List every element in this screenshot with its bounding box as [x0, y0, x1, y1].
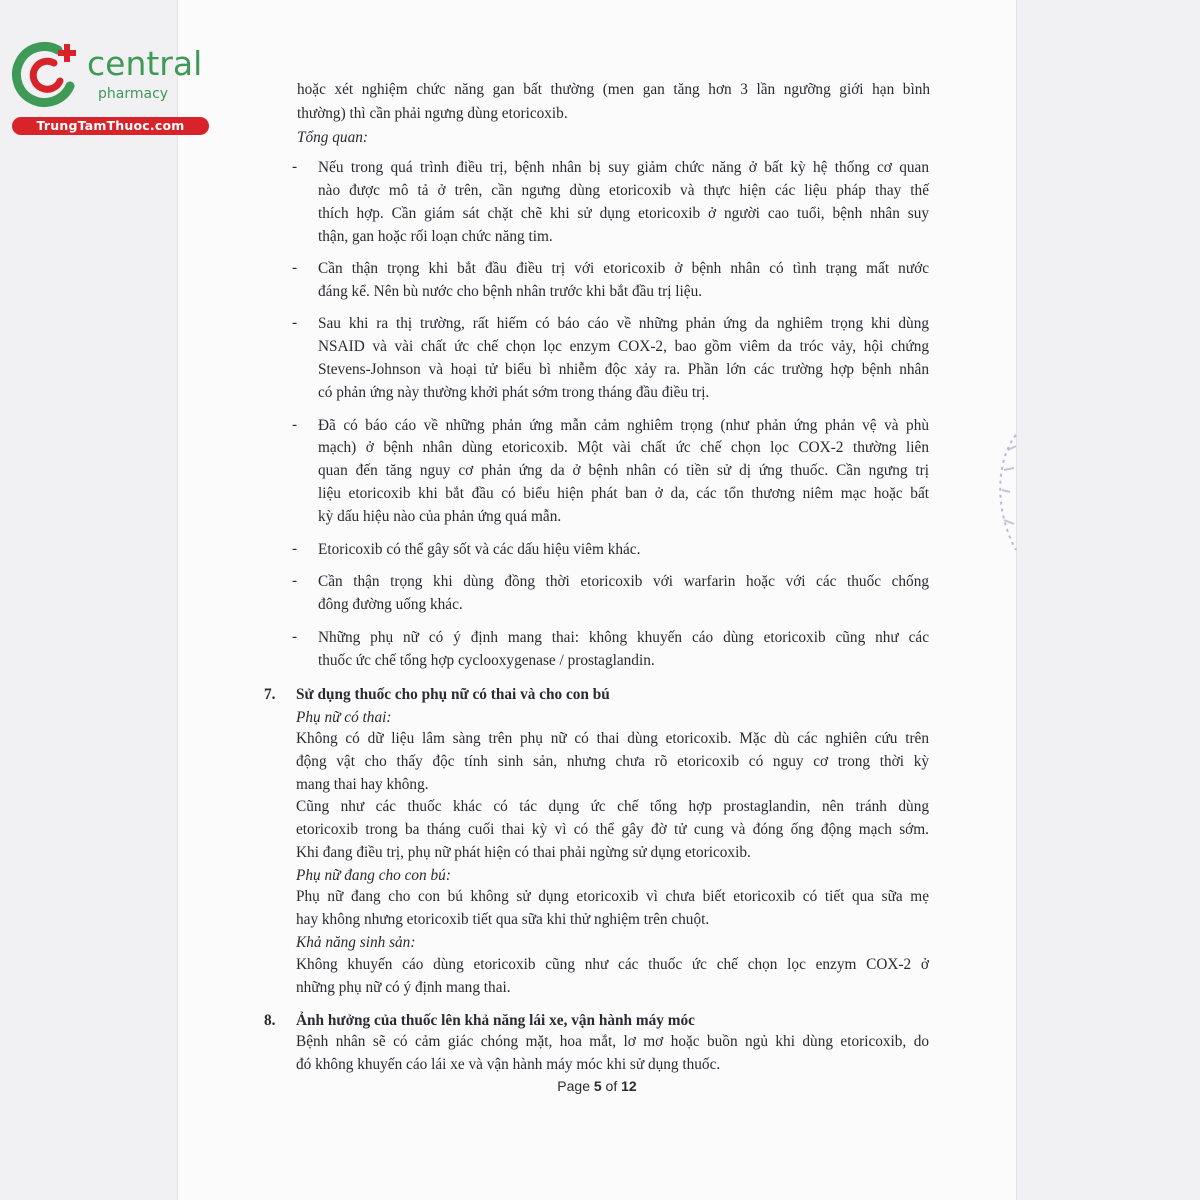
- page-footer: [0, 1078, 1194, 1094]
- fertility-label: Khả năng sinh sản:: [296, 934, 416, 951]
- logo-sub-text: pharmacy: [98, 86, 169, 102]
- pregnant-line: động vật cho thấy độc tính sinh sản, nhưng chưa rõ etoricoxib có nguy cơ trong thời kỳ: [296, 753, 929, 770]
- bullet-line: NSAID và vài chất ức chế chọn lọc enzym COX-2, bao gồm viêm da tróc vảy, hội chứng: [318, 338, 929, 355]
- bullet-line: Cần thận trọng khi bắt đầu điều trị với etoricoxib ở bệnh nhân có tình trạng mất nước: [318, 260, 929, 277]
- bullet-dash: -: [292, 259, 298, 276]
- bullet-line: quan đến tăng nguy cơ phản ứng da ở bệnh nhân có tiền sử dị ứng thuốc. Cần ngưng trị: [318, 462, 929, 479]
- bullet-line: liệu etoricoxib khi bắt đầu có biểu hiện phát ban ở da, các tổn thương niêm mạc hoặc bất: [318, 485, 929, 502]
- pregnant-label: Phụ nữ có thai:: [296, 709, 392, 726]
- bullet-line: đông đường uống khác.: [318, 596, 463, 613]
- bullet-line: đáng kể. Nên bù nước cho bệnh nhân trước khi bắt đầu trị liệu.: [318, 283, 703, 300]
- section-8-number: 8.: [264, 1012, 276, 1029]
- intro-line: hoặc xét nghiệm chức năng gan bất thường (men gan tăng hơn 3 lần ngưỡng giới hạn bình: [297, 81, 930, 98]
- bullet-line: Stevens-Johnson và hoại tử biểu bì nhiễm độc xảy ra. Phần lớn các trường hợp bệnh nhân: [318, 361, 929, 378]
- bullet-line: Sau khi ra thị trường, rất hiếm có báo cáo về những phản ứng da nghiêm trọng khi dùng: [318, 315, 929, 332]
- bullet-line: Những phụ nữ có ý định mang thai: không khuyến cáo dùng etoricoxib cũng như các: [318, 629, 929, 646]
- bullet-line: mạch) ở bệnh nhân dùng etoricoxib. Một vài chất ức chế chọn lọc COX-2 thường liên: [318, 439, 929, 456]
- section-8-line: Bệnh nhân sẽ có cảm giác chóng mặt, hoa mắt, lơ mơ hoặc buồn ngủ khi dùng etoricoxib, do: [296, 1033, 929, 1050]
- bullet-dash: -: [292, 572, 298, 589]
- intro-line: thường) thì cần phải ngưng dùng etoricoxib.: [297, 105, 568, 122]
- footer-middle: of: [601, 1078, 622, 1094]
- bullet-dash: -: [292, 158, 298, 175]
- bullet-dash: -: [292, 540, 298, 557]
- footer-prefix: Page: [557, 1078, 594, 1094]
- bullet-line: nào được mô tả ở trên, cần ngưng dùng etoricoxib và thực hiện các liệu pháp thay thế: [318, 182, 929, 199]
- fertility-line: những phụ nữ có ý định mang thai.: [296, 979, 511, 996]
- footer-total-pages: 12: [621, 1078, 637, 1094]
- logo-brand-text: central: [87, 44, 203, 83]
- section-7-title: Sử dụng thuốc cho phụ nữ có thai và cho con bú: [296, 686, 610, 703]
- pregnant-line: Cũng như các thuốc khác có tác dụng ức chế tổng hợp prostaglandin, nên tránh dùng: [296, 798, 929, 815]
- section-8-title: Ảnh hưởng của thuốc lên khả năng lái xe, vận hành máy móc: [296, 1012, 695, 1029]
- stamp-mark-icon: [986, 430, 1026, 560]
- bullet-line: thuốc ức chế tổng hợp cyclooxygenase / prostaglandin.: [318, 652, 655, 669]
- section-7-number: 7.: [264, 686, 276, 703]
- overview-label: Tổng quan:: [297, 129, 368, 146]
- pregnant-line: Khi đang điều trị, phụ nữ phát hiện có thai phải ngừng sử dụng etoricoxib.: [296, 844, 751, 861]
- bullet-dash: -: [292, 628, 298, 645]
- breastfeeding-line: Phụ nữ đang cho con bú không sử dụng etoricoxib vì chưa biết etoricoxib có tiết qua sữa mẹ: [296, 888, 929, 905]
- pregnant-line: Không có dữ liệu lâm sàng trên phụ nữ có thai dùng etoricoxib. Mặc dù các nghiên cứu trên: [296, 730, 929, 747]
- logo-url-badge[interactable]: TrungTamThuoc.com: [12, 117, 209, 135]
- breastfeeding-line: hay không nhưng etoricoxib tiết qua sữa khi thử nghiệm trên chuột.: [296, 911, 710, 928]
- bullet-line: thận, gan hoặc rối loạn chức năng tim.: [318, 228, 553, 245]
- fertility-line: Không khuyến cáo dùng etoricoxib cũng như các thuốc ức chế chọn lọc enzym COX-2 ở: [296, 956, 929, 973]
- central-pharmacy-logo[interactable]: [10, 36, 215, 140]
- bullet-line: Etoricoxib có thể gây sốt và các dấu hiệu viêm khác.: [318, 541, 641, 558]
- bullet-line: thích hợp. Cần giám sát chặt chẽ khi sử dụng etoricoxib ở người cao tuổi, bệnh nhân suy: [318, 205, 929, 222]
- bullet-line: Đã có báo cáo về những phản ứng mẫn cảm nghiêm trọng (như phản ứng phản vệ và phù: [318, 417, 929, 434]
- pregnant-line: mang thai hay không.: [296, 776, 429, 793]
- bullet-line: Nếu trong quá trình điều trị, bệnh nhân bị suy giảm chức năng ở bất kỳ hệ thống cơ quan: [318, 159, 929, 176]
- section-8-line: đó không khuyến cáo lái xe và vận hành máy móc khi sử dụng thuốc.: [296, 1056, 721, 1073]
- pregnant-line: etoricoxib trong ba tháng cuối thai kỳ vì có thể gây đờ tử cung và đóng ống động mạch sớm.: [296, 821, 929, 838]
- breastfeeding-label: Phụ nữ đang cho con bú:: [296, 867, 451, 884]
- bullet-dash: -: [292, 314, 298, 331]
- bullet-line: kỳ dấu hiệu nào của phản ứng quá mẫn.: [318, 508, 562, 525]
- bullet-line: Cần thận trọng khi dùng đồng thời etoricoxib với warfarin hoặc với các thuốc chống: [318, 573, 929, 590]
- bullet-line: có phản ứng này thường khởi phát sớm trong tháng đầu điều trị.: [318, 384, 710, 401]
- pharmacy-logo-icon: [10, 36, 90, 116]
- footer-current-page: 5: [593, 1078, 602, 1094]
- bullet-dash: -: [292, 416, 298, 433]
